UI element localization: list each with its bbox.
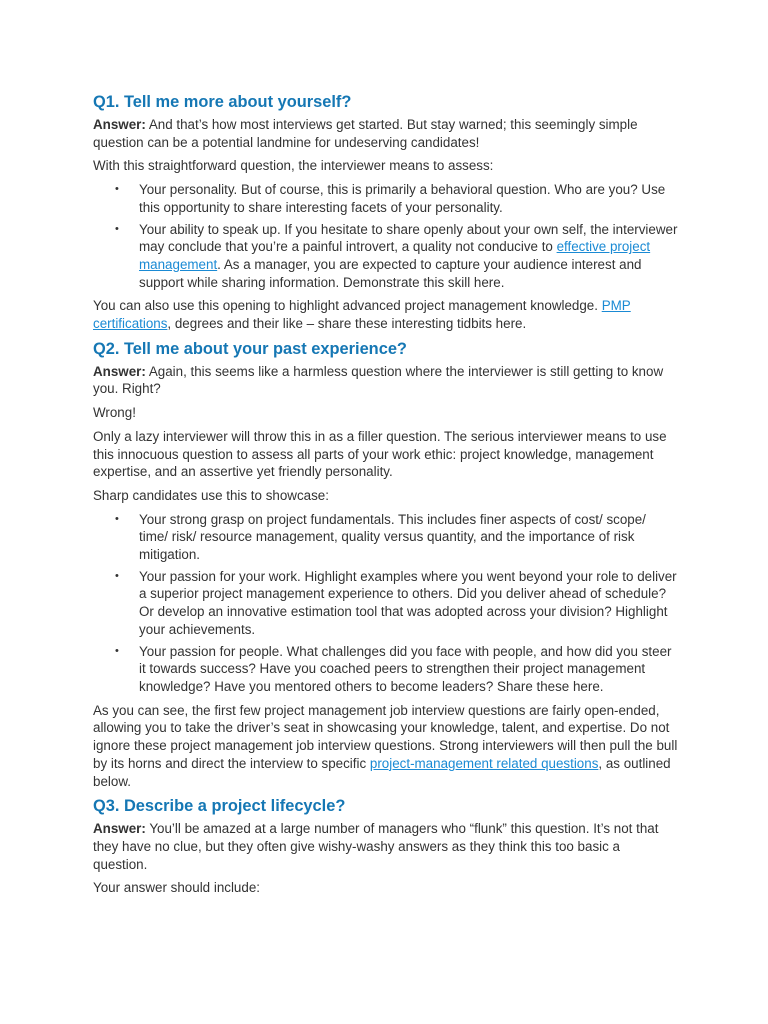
q3-answer-text: You’ll be amazed at a large number of managers who “flunk” this question. It’s not that they have no clue, but they often give wishy-washy answers as they think this too basic a question. <box>93 821 659 872</box>
q2-lazy-interviewer: Only a lazy interviewer will throw this in as a filler question. The serious interviewer means to use this innocuous question to assess all parts of your work ethic: project knowledge, management expertise, and an assertive yet friendly personality. <box>93 428 667 480</box>
q2-bullet-work-passion <box>93 568 678 639</box>
q1-opening-paragraph <box>93 297 678 332</box>
q2-bullet-fundamentals-text: Your strong grasp on project fundamentals. This includes finer aspects of cost/ scope/ time/ risk/ resource management, quality versus quantity, and the importance of risk mitigation. <box>139 511 646 563</box>
q1-bullet-speak-up <box>93 221 678 292</box>
q3-answer <box>93 820 678 873</box>
q3-answer-should-include: Your answer should include: <box>93 880 260 896</box>
q1-bullet-personality-text: Your personality. But of course, this is primarily a behavioral question. Who are you? Use this opportunity to share interesting facets of your personality. <box>139 182 666 215</box>
q2-bullet-list <box>93 511 678 696</box>
q2-answer-label: Answer: <box>93 363 146 379</box>
q2-closing-text-b: , as outlined below. <box>93 755 671 789</box>
q1-opening-text-b: , degrees and their like – share these interesting tidbits here. <box>167 316 527 332</box>
q1-bullet-list <box>93 181 678 291</box>
q2-bullet-people-passion <box>93 643 678 696</box>
q1-bullet-speak-up-text-a: Your ability to speak up. If you hesitate to share openly about your own self, the interviewer may conclude that you’re a painful introvert, a quality not conducive to <box>139 221 678 255</box>
q3-heading: Q3. Describe a project lifecycle? <box>93 797 346 816</box>
q2-showcase-intro: Sharp candidates use this to showcase: <box>93 487 329 503</box>
q2-heading: Q2. Tell me about your past experience? <box>93 339 407 358</box>
bullet-icon: • <box>115 569 119 582</box>
q2-bullet-work-passion-text: Your passion for your work. Highlight examples where you went beyond your role to deliver a superior project management experience to others. Did you deliver ahead of schedule? Or develop an innovative estimation tool that was adopted across your division? Highlight your achievements. <box>139 568 677 637</box>
q2-answer <box>93 363 678 398</box>
q1-bullet-speak-up-text-b: . As a manager, you are expected to capture your audience interest and support while sharing information. Demonstrate this skill here. <box>139 256 642 290</box>
q2-bullet-people-passion-text: Your passion for people. What challenges did you face with people, and how did you steer it towards success? Have you coached peers to strengthen their project management knowledge? Have you mentored others to become leaders? Share these here. <box>139 643 672 694</box>
document-body <box>93 92 678 903</box>
bullet-icon: • <box>115 222 119 235</box>
q2-closing-paragraph <box>93 702 678 791</box>
q2-wrong: Wrong! <box>93 405 136 421</box>
pmp-certifications-link[interactable]: PMP certifications <box>93 298 631 332</box>
q1-opening-text-a: You can also use this opening to highlight advanced project management knowledge. <box>93 298 602 314</box>
q2-closing-text-a: As you can see, the first few project management job interview questions are fairly open-ended, allowing you to take the driver’s seat in showcasing your knowledge, talent, and expertise. Do not ignore these project management job interview questions. Strong interviewers will then pull the bull by its horns and direct the interview to specific <box>93 702 678 771</box>
q1-answer-label: Answer: <box>93 117 146 132</box>
q1-answer-text: And that’s how most interviews get started. But stay warned; this seemingly simple question can be a potential landmine for undeserving candidates! <box>93 117 638 150</box>
q2-answer-text: Again, this seems like a harmless question where the interviewer is still getting to know you. Right? <box>93 363 664 397</box>
bullet-icon: • <box>115 644 119 657</box>
bullet-icon: • <box>115 183 119 196</box>
bullet-icon: • <box>115 512 119 525</box>
project-management-questions-link[interactable]: project-management related questions <box>369 755 599 771</box>
q1-answer <box>93 116 678 151</box>
effective-project-management-link[interactable]: effective project management <box>139 239 651 272</box>
q3-answer-label: Answer: <box>93 821 146 837</box>
q1-assess-intro: With this straightforward question, the interviewer means to assess: <box>93 158 494 174</box>
q1-bullet-personality <box>93 181 678 216</box>
q2-bullet-fundamentals <box>93 511 678 564</box>
q1-heading: Q1. Tell me more about yourself? <box>93 93 352 111</box>
